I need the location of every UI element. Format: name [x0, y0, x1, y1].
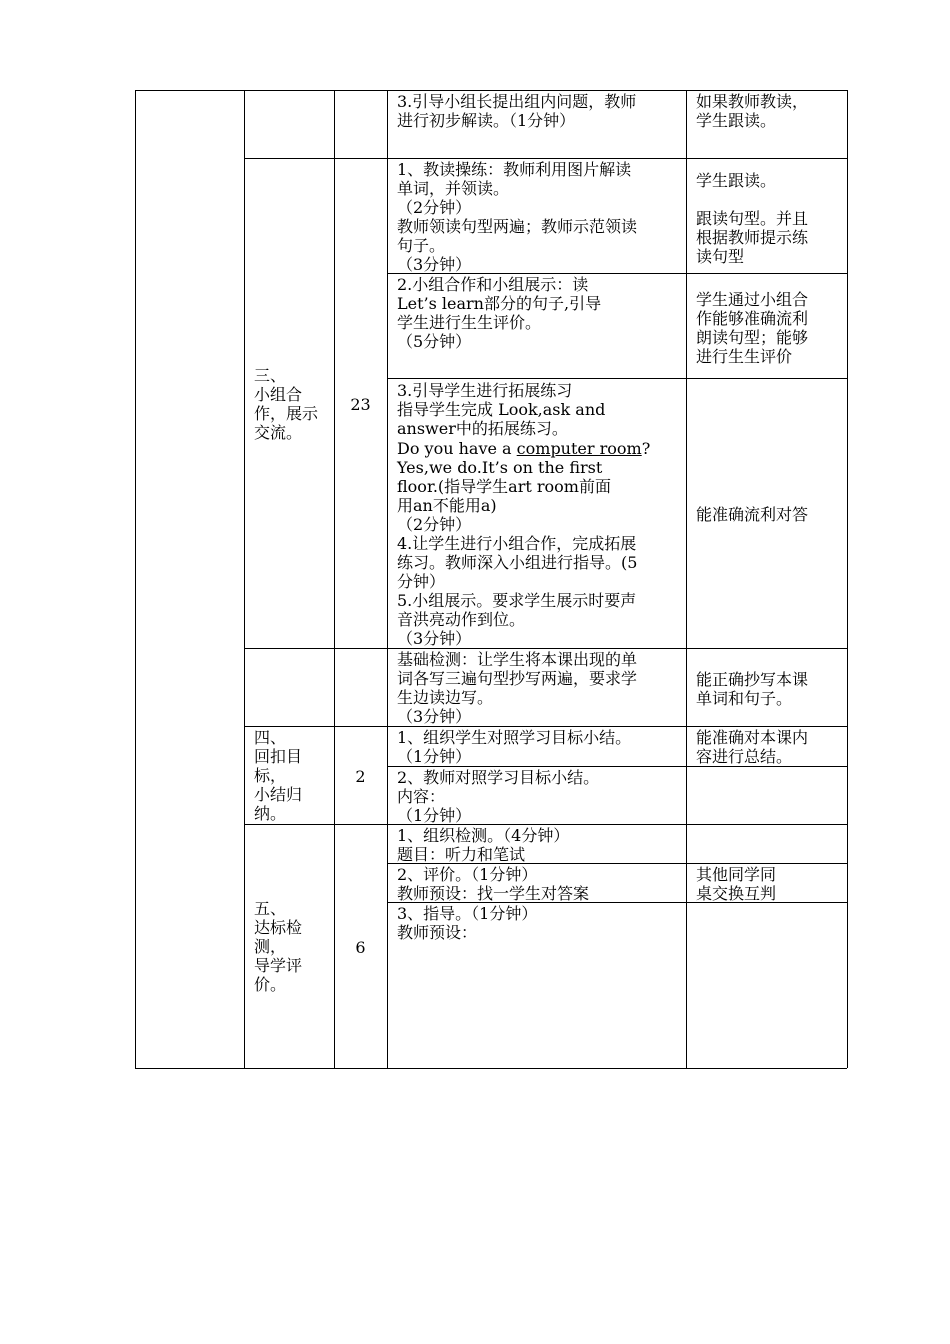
dialogue-line	[397, 439, 683, 458]
column-divider	[244, 90, 245, 1068]
student-activity-cell: 能正确抄写本课 单词和句子。	[696, 670, 809, 708]
row-divider	[387, 378, 847, 379]
row-divider	[244, 158, 847, 159]
column-divider	[387, 90, 388, 1068]
teacher-activity-cell: 1、组织检测。（4分钟） 题目：听力和笔试	[397, 826, 570, 864]
row-divider	[244, 648, 387, 649]
teacher-activity-cell: 1、教读操练：教师利用图片解读 单词，并领读。 （2分钟） 教师领读句型两遍；教师示范领读 句子。 （3分钟）	[397, 160, 638, 274]
student-activity-cell: 学生跟读。 跟读句型。并且 根据教师提示练 读句型	[696, 171, 809, 266]
table-border-bottom	[135, 1068, 847, 1069]
student-activity-cell: 能准确对本课内 容进行总结。	[696, 728, 809, 766]
row-divider	[387, 766, 847, 767]
teacher-activity-cell: 1、组织学生对照学习目标小结。 （1分钟）	[397, 728, 632, 766]
teacher-activity-cell: 2.小组合作和小组展示：读 Let’s learn部分的句子,引导 学生进行生生评价。 （5分钟）	[397, 275, 602, 351]
column-divider	[334, 90, 335, 1068]
student-activity-cell: 如果教师教读， 学生跟读。	[696, 92, 809, 130]
teacher-activity-cell: 2、评价。（1分钟） 教师预设：找一学生对答案	[397, 865, 590, 903]
student-activity-cell: 其他同学同 桌交换互判	[696, 865, 777, 903]
table-border-right	[847, 90, 848, 1068]
phase-label-cell: 五、 达标检 测， 导学评 价。	[254, 899, 303, 994]
teacher-activity-cell: 3.引导学生进行拓展练习 指导学生完成 Look,ask and answer中的拓展练习。	[397, 381, 606, 438]
teacher-activity-cell: 3、指导。（1分钟） 教师预设：	[397, 904, 538, 942]
column-divider	[686, 90, 687, 1068]
teacher-activity-cell: 3.引导小组长提出组内问题，教师 进行初步解读。（1分钟）	[397, 92, 637, 130]
dialogue-text: ?	[641, 439, 651, 458]
row-divider	[387, 648, 847, 649]
student-activity-cell: 学生通过小组合 作能够准确流利 朗读句型；能够 进行生生评价	[696, 290, 809, 366]
phase-label-cell: 四、 回扣目 标， 小结归 纳。	[254, 728, 303, 823]
teacher-activity-cell: 2、教师对照学习目标小结。 内容： （1分钟）	[397, 768, 600, 825]
teacher-activity-cell: 基础检测：让学生将本课出现的单 词各写三遍句型抄写两遍，要求学 生边读边写。 （3分钟）	[397, 650, 638, 726]
underlined-phrase: computer room	[516, 439, 642, 458]
minutes-cell: 6	[355, 938, 366, 957]
phase-label-cell: 三、 小组合 作，展示 交流。	[254, 366, 319, 442]
table-border-top	[135, 90, 847, 91]
minutes-cell: 2	[355, 767, 366, 786]
table-border-left	[135, 90, 136, 1068]
minutes-cell: 23	[350, 395, 371, 414]
teacher-activity-cell: Yes,we do.It’s on the first floor.(指导学生art room前面 用an不能用a) （2分钟） 4.让学生进行小组合作，完成拓展 练习。教师深入小组进行指导。(5 分钟） 5.小组展示。要求学生展示时要声 音洪亮动作到位。 （3分钟）	[397, 458, 638, 648]
dialogue-text: Do you have a	[397, 439, 517, 458]
row-divider	[244, 726, 847, 727]
student-activity-cell: 能准确流利对答	[696, 505, 809, 524]
